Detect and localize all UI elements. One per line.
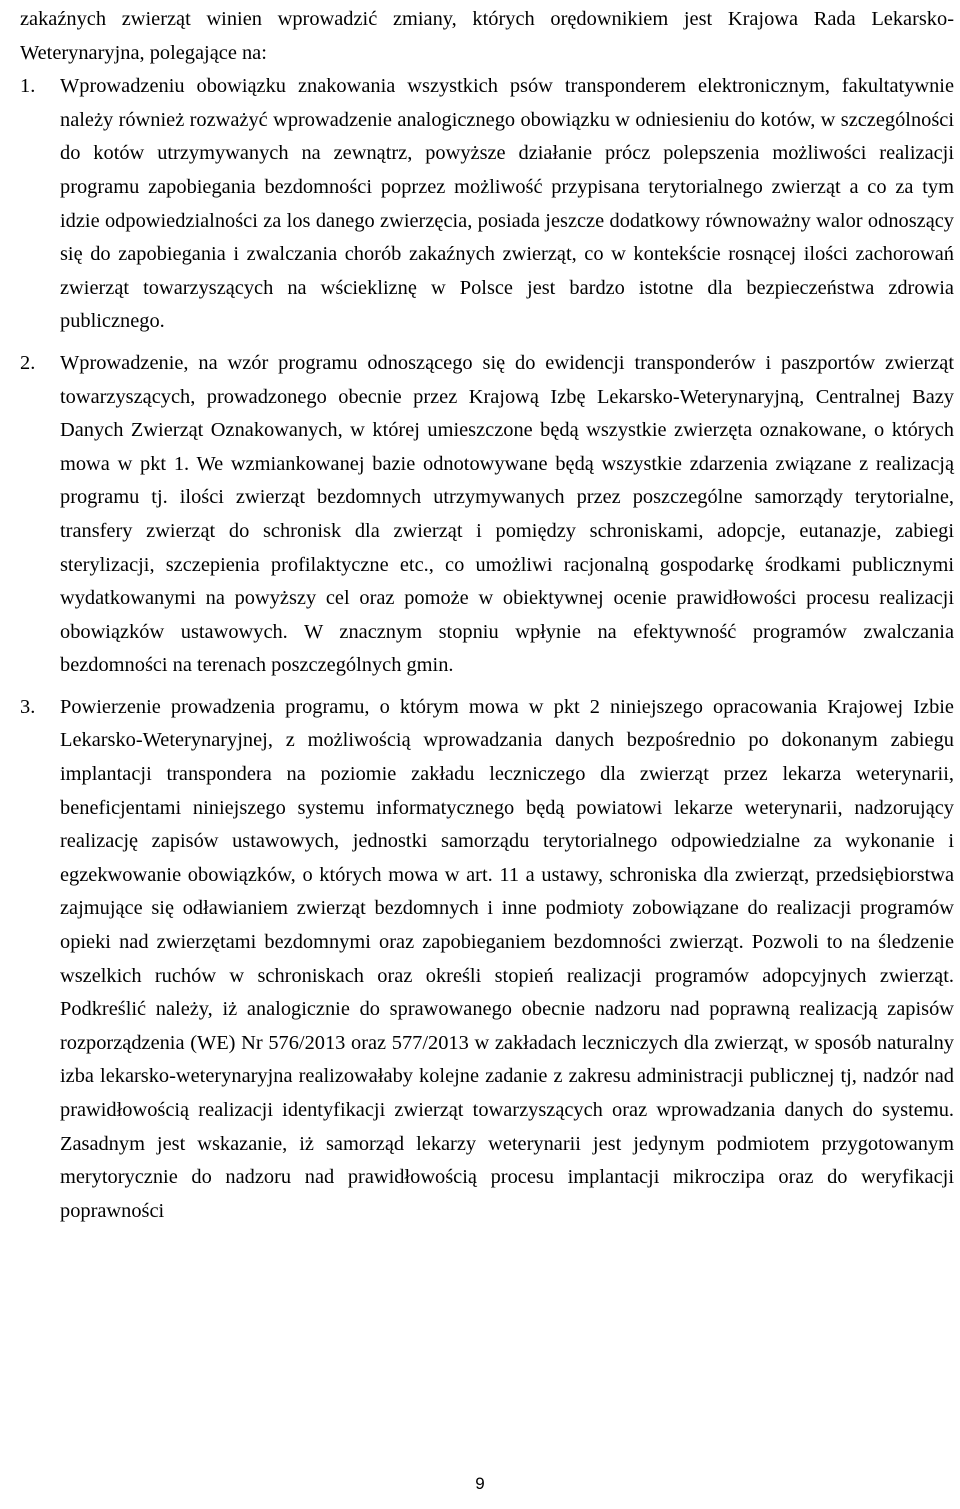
list-item	[20, 70, 954, 339]
intro-paragraph: zakaźnych zwierząt winien wprowadzić zmiany, których orędownikiem jest Krajowa Rada Lekarsko-Weterynaryjna, polegające na:	[20, 8, 954, 64]
list-item-text: Wprowadzenie, na wzór programu odnoszącego się do ewidencji transponderów i paszportów zwierząt towarzyszących, prowadzonego obecnie przez Krajową Izbę Lekarsko-Weterynaryjną, Centralnej Bazy Danych Zwierząt Oznakowanych, w której umieszczone będą wszystkie zwierzęta oznakowane, o których mowa w pkt 1. We wzmiankowanej bazie odnotowywane będą wszystkie zdarzenia związane z realizacją programu tj. ilości zwierząt bezdomnych utrzymywanych przez poszczególne samorządy terytorialne, transfery zwierząt do schronisk dla zwierząt i pomiędzy schroniskami, adopcje, eutanazje, zabiegi sterylizacji, szczepienia profilaktyczne etc., co umożliwi racjonalną gospodarkę środkami publicznymi wydatkowanymi na powyższy cel oraz pomoże w obiektywnej ocenie prawidłowości procesu realizacji obowiązków ustawowych. W znacznym stopniu wpłynie na efektywność programów zwalczania bezdomności na terenach poszczególnych gmin.	[60, 351, 954, 677]
list-item-text: Wprowadzeniu obowiązku znakowania wszystkich psów transponderem elektronicznym, fakultatywnie należy również rozważyć wprowadzenie analogicznego obowiązku w odniesieniu do kotów, w szczególności do kotów utrzymywanych na zewnątrz, powyższe działanie prócz polepszenia możliwości realizacji programu zapobiegania bezdomności poprzez możliwość przypisana terytorialnego zwierząt a co za tym idzie odpowiedzialności za los danego zwierzęcia, posiada jeszcze dodatkowy równoważny walor odnoszący się do zapobiegania i zwalczania chorób zakaźnych zwierząt, co w kontekście rosnącej ilości zachorowań zwierząt towarzyszących na wściekliznę w Polsce jest bardzo istotne dla bezpieczeństwa zdrowia publicznego.	[60, 75, 954, 333]
list-item	[20, 347, 954, 683]
list-item	[20, 691, 954, 1229]
list-item-number: 2.	[20, 351, 36, 374]
list-item-text: Powierzenie prowadzenia programu, o którym mowa w pkt 2 niniejszego opracowania Krajowej Izbie Lekarsko-Weterynaryjnej, z możliwością wprowadzania danych bezpośrednio po dokonanym zabiegu implantacji transpondera na poziomie zakładu leczniczego dla zwierząt przez lekarza weterynarii, beneficjentami niniejszego systemu informatycznego będą powiatowi lekarze weterynarii, nadzorujący realizację zapisów ustawowych, jednostki samorządu terytorialnego odpowiedzialne za wykonanie i egzekwowanie obowiązków, o których mowa w art. 11 a ustawy, schroniska dla zwierząt, przedsiębiorstwa zajmujące się odławianiem zwierząt bezdomnych i inne podmioty zobowiązane do realizacji programów opieki nad zwierzętami bezdomnymi oraz zapobieganiem bezdomności zwierząt. Pozwoli to na śledzenie wszelkich ruchów w schroniskach oraz określi stopień realizacji programów adopcyjnych zwierząt. Podkreślić należy, iż analogicznie do sprawowanego obecnie nadzoru nad poprawną realizacją zapisów rozporządzenia (WE) Nr 576/2013 oraz 577/2013 w zakładach leczniczych dla zwierząt, w sposób naturalny izba lekarsko-weterynaryjna realizowałaby kolejne zadanie z zakresu administracji publicznej tj, nadzór nad prawidłowością realizacji identyfikacji zwierząt towarzyszących oraz wprowadzania danych do systemu. Zasadnym jest wskazanie, iż samorząd lekarzy weterynarii jest jedynym podmiotem przygotowanym merytorycznie do nadzoru nad prawidłowością procesu implantacji mikroczipa oraz do weryfikacji poprawności	[60, 695, 954, 1222]
document-body	[20, 3, 954, 1228]
list-item-number: 3.	[20, 695, 36, 718]
list-item-number: 1.	[20, 75, 36, 98]
numbered-list	[20, 70, 954, 1228]
page-number: 9	[475, 1474, 485, 1493]
